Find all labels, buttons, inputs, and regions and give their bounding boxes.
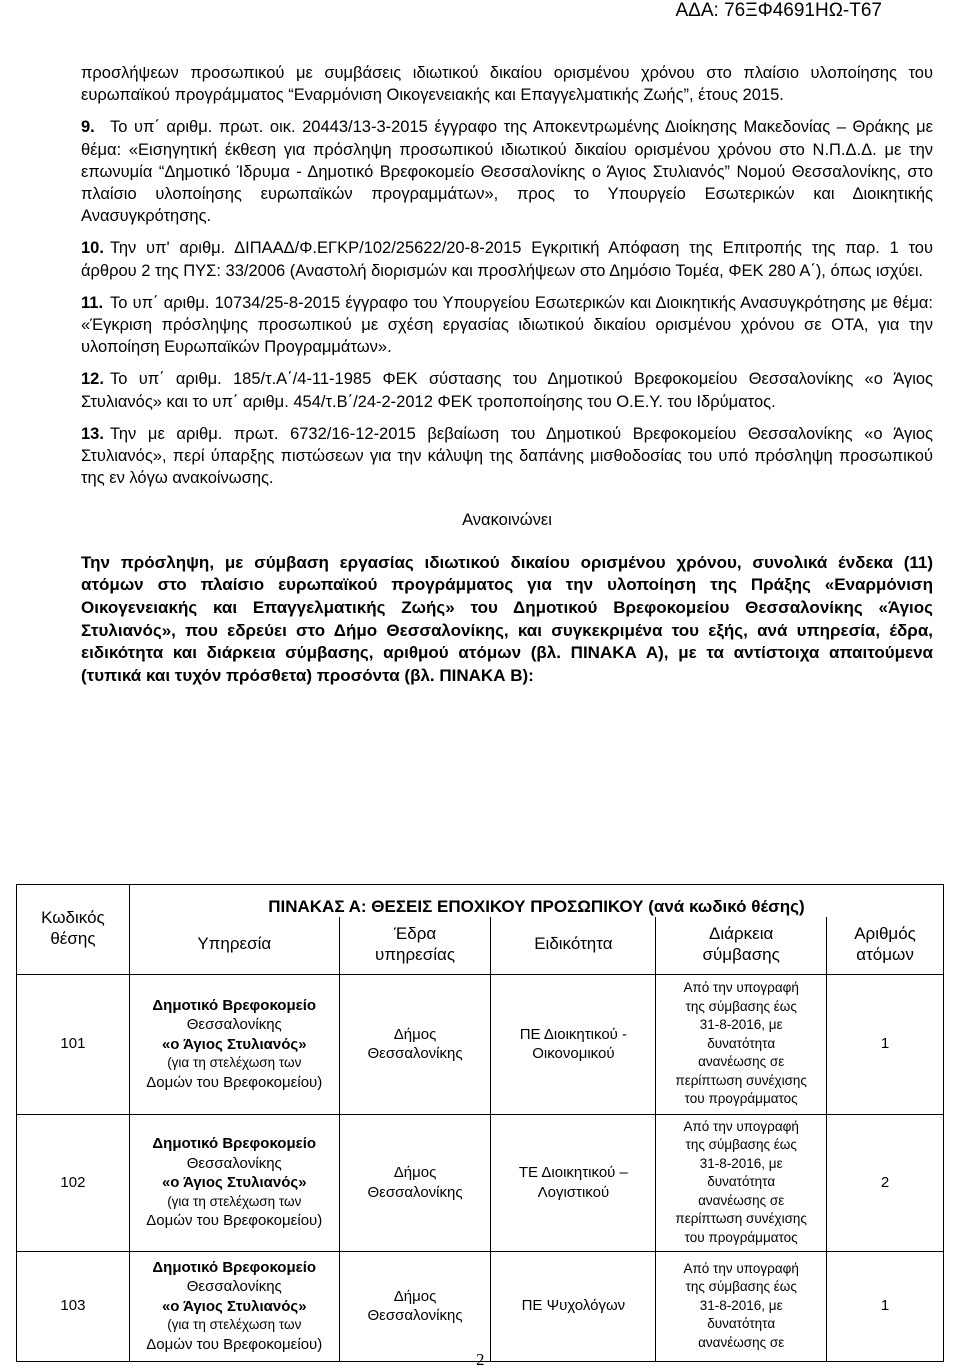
table-header-row — [17, 885, 944, 917]
item-number: 12. — [81, 370, 104, 389]
item-number: 11. — [81, 293, 104, 312]
ada-code: ΑΔΑ: 76ΞΦ4691ΗΩ-Τ67 — [675, 0, 882, 21]
position-seat: Δήμος Θεσσαλονίκης — [339, 1114, 491, 1251]
position-seat: Δήμος Θεσσαλονίκης — [339, 974, 491, 1114]
item-11 — [81, 292, 933, 359]
header-specialty: Ειδικότητα — [491, 917, 656, 975]
positions-table — [16, 884, 944, 1362]
item-text: Το υπ΄ αριθμ. 10734/25-8-2015 έγγραφο του Υπουργείου Εσωτερικών και Διοικητικής Ανασυγκρότησης με θέμα: «Έγκριση πρόσληψης προσωπικού με σχέση εργασίας ιδιωτικού δικαίου ορισμένου χρόνου σε ΟΤΑ, για την υλοποίηση Ευρωπαϊκών Προγραμμάτων». — [81, 293, 933, 357]
table-caption: ΠΙΝΑΚΑΣ Α: ΘΕΣΕΙΣ ΕΠΟΧΙΚΟΥ ΠΡΟΣΩΠΙΚΟΥ (ανά κωδικό θέσης) — [129, 885, 943, 917]
table-row — [17, 974, 944, 1114]
position-count: 2 — [827, 1114, 944, 1251]
continuation-paragraph: προσλήψεων προσωπικού με συμβάσεις ιδιωτικού δικαίου ορισμένου χρόνου στο πλαίσιο υλοποίησης του ευρωπαϊκού προγράμματος “Εναρμόνιση Οικογενειακής και Επαγγελματικής Ζωής”, έτους 2015. — [81, 64, 933, 105]
item-13 — [81, 423, 933, 490]
table-header-labels — [17, 917, 944, 975]
position-duration: Από την υπογραφή της σύμβασης έως 31-8-2016, με δυνατότητα ανανέωσης σε — [656, 1251, 827, 1361]
position-service: Δημοτικό Βρεφοκομείο Θεσσαλονίκης «ο Άγιος Στυλιανός» (για τη στελέχωση των Δομών του Βρεφοκομείου) — [129, 974, 339, 1114]
position-duration: Από την υπογραφή της σύμβασης έως 31-8-2016, με δυνατότητα ανανέωσης σε περίπτωση συνέχισης του προγράμματος — [656, 1114, 827, 1251]
position-specialty: ΠΕ Διοικητικού - Οικονομικού — [491, 974, 656, 1114]
header-duration: Διάρκεια σύμβασης — [656, 917, 827, 975]
table-row — [17, 1114, 944, 1251]
position-specialty: ΠΕ Ψυχολόγων — [491, 1251, 656, 1361]
header-code: Κωδικός θέσης — [17, 885, 130, 975]
position-count: 1 — [827, 1251, 944, 1361]
position-code: 103 — [17, 1251, 130, 1361]
table-row — [17, 1251, 944, 1361]
position-seat: Δήμος Θεσσαλονίκης — [339, 1251, 491, 1361]
position-code: 102 — [17, 1114, 130, 1251]
item-12 — [81, 368, 933, 412]
position-code: 101 — [17, 974, 130, 1114]
document-body — [81, 62, 933, 688]
item-number: 10. — [81, 239, 104, 258]
position-specialty: ΤΕ Διοικητικού – Λογιστικού — [491, 1114, 656, 1251]
page-number: 2 — [476, 1350, 485, 1369]
item-number: 9. — [81, 118, 95, 137]
item-text: Το υπ΄ αριθμ. 185/τ.Α΄/4-11-1985 ΦΕΚ σύστασης του Δημοτικού Βρεφοκομείου Θεσσαλονίκης «ο Άγιος Στυλιανός» και το υπ΄ αριθμ. 454/τ.Β΄/24-2-2012 ΦΕΚ τροποποίησης του Ο.Ε.Υ. του Ιδρύματος. — [81, 370, 933, 411]
position-duration: Από την υπογραφή της σύμβασης έως 31-8-2016, με δυνατότητα ανανέωσης σε περίπτωση συνέχισης του προγράμματος — [656, 974, 827, 1114]
item-10 — [81, 237, 933, 281]
item-9 — [81, 116, 933, 227]
header-count: Αριθμός ατόμων — [827, 917, 944, 975]
header-service: Υπηρεσία — [129, 917, 339, 975]
announce-title: Ανακοινώνει — [462, 511, 552, 530]
item-text: Το υπ΄ αριθμ. πρωτ. οικ. 20443/13-3-2015 έγγραφο της Αποκεντρωμένης Διοίκησης Μακεδονίας – Θράκης με θέμα: «Εισηγητική έκθεση για πρόσληψη προσωπικού ιδιωτικού δικαίου ορισμένου χρόνου στο Ν.Π.Δ.Δ. με την επωνυμία “Δημοτικό Ίδρυμα - Δημοτικό Βρεφοκομείο Θεσσαλονίκης ο Άγιος Στυλιανός” Νομού Θεσσαλονίκης, στο πλαίσιο υλοποίησης ευρωπαϊκών προγραμμάτων», προς το Υπουργείο Εσωτερικών και Διοικητικής Ανασυγκρότησης. — [81, 118, 933, 226]
position-service: Δημοτικό Βρεφοκομείο Θεσσαλονίκης «ο Άγιος Στυλιανός» (για τη στελέχωση των Δομών του Βρεφοκομείου) — [129, 1251, 339, 1361]
item-number: 13. — [81, 424, 104, 443]
header-seat: Έδρα υπηρεσίας — [339, 917, 491, 975]
announce-paragraph: Την πρόσληψη, με σύμβαση εργασίας ιδιωτικού δικαίου ορισμένου χρόνου, συνολικά ένδεκα (11) ατόμων στο πλαίσιο ευρωπαϊκού προγράμματος για την υλοποίηση της Πράξης «Εναρμόνιση Οικογενειακής και Επαγγελματικής Ζωής» του Δημοτικού Βρεφοκομείου Θεσσαλονίκης «Άγιος Στυλιανός», που εδρεύει στο Δήμο Θεσσαλονίκης, και συγκεκριμένα του εξής, ανά υπηρεσία, έδρα, ειδικότητα και διάρκεια σύμβασης, αριθμού ατόμων (βλ. ΠΙΝΑΚΑ Α), με τα αντίστοιχα απαιτούμενα (τυπικά και τυχόν πρόσθετα) προσόντα (βλ. ΠΙΝΑΚΑ Β): — [81, 552, 933, 686]
item-text: Την υπ' αριθμ. ΔΙΠΑΑΔ/Φ.ΕΓΚΡ/102/25622/20-8-2015 Εγκριτική Απόφαση της Επιτροπής της παρ. 1 του άρθρου 2 της ΠΥΣ: 33/2006 (Αναστολή διορισμών και προσλήψεων στο Δημόσιο Τομέα, ΦΕΚ 280 Α΄), όπως ισχύει. — [81, 239, 933, 280]
item-text: Την με αριθμ. πρωτ. 6732/16-12-2015 βεβαίωση του Δημοτικού Βρεφοκομείου Θεσσαλονίκης «ο Άγιος Στυλιανός», περί ύπαρξης πιστώσεων για την κάλυψη της δαπάνης μισθοδοσίας του υπό πρόσληψη προσωπικού της εν λόγω ανακοίνωσης. — [81, 424, 933, 488]
position-count: 1 — [827, 974, 944, 1114]
position-service: Δημοτικό Βρεφοκομείο Θεσσαλονίκης «ο Άγιος Στυλιανός» (για τη στελέχωση των Δομών του Βρεφοκομείου) — [129, 1114, 339, 1251]
